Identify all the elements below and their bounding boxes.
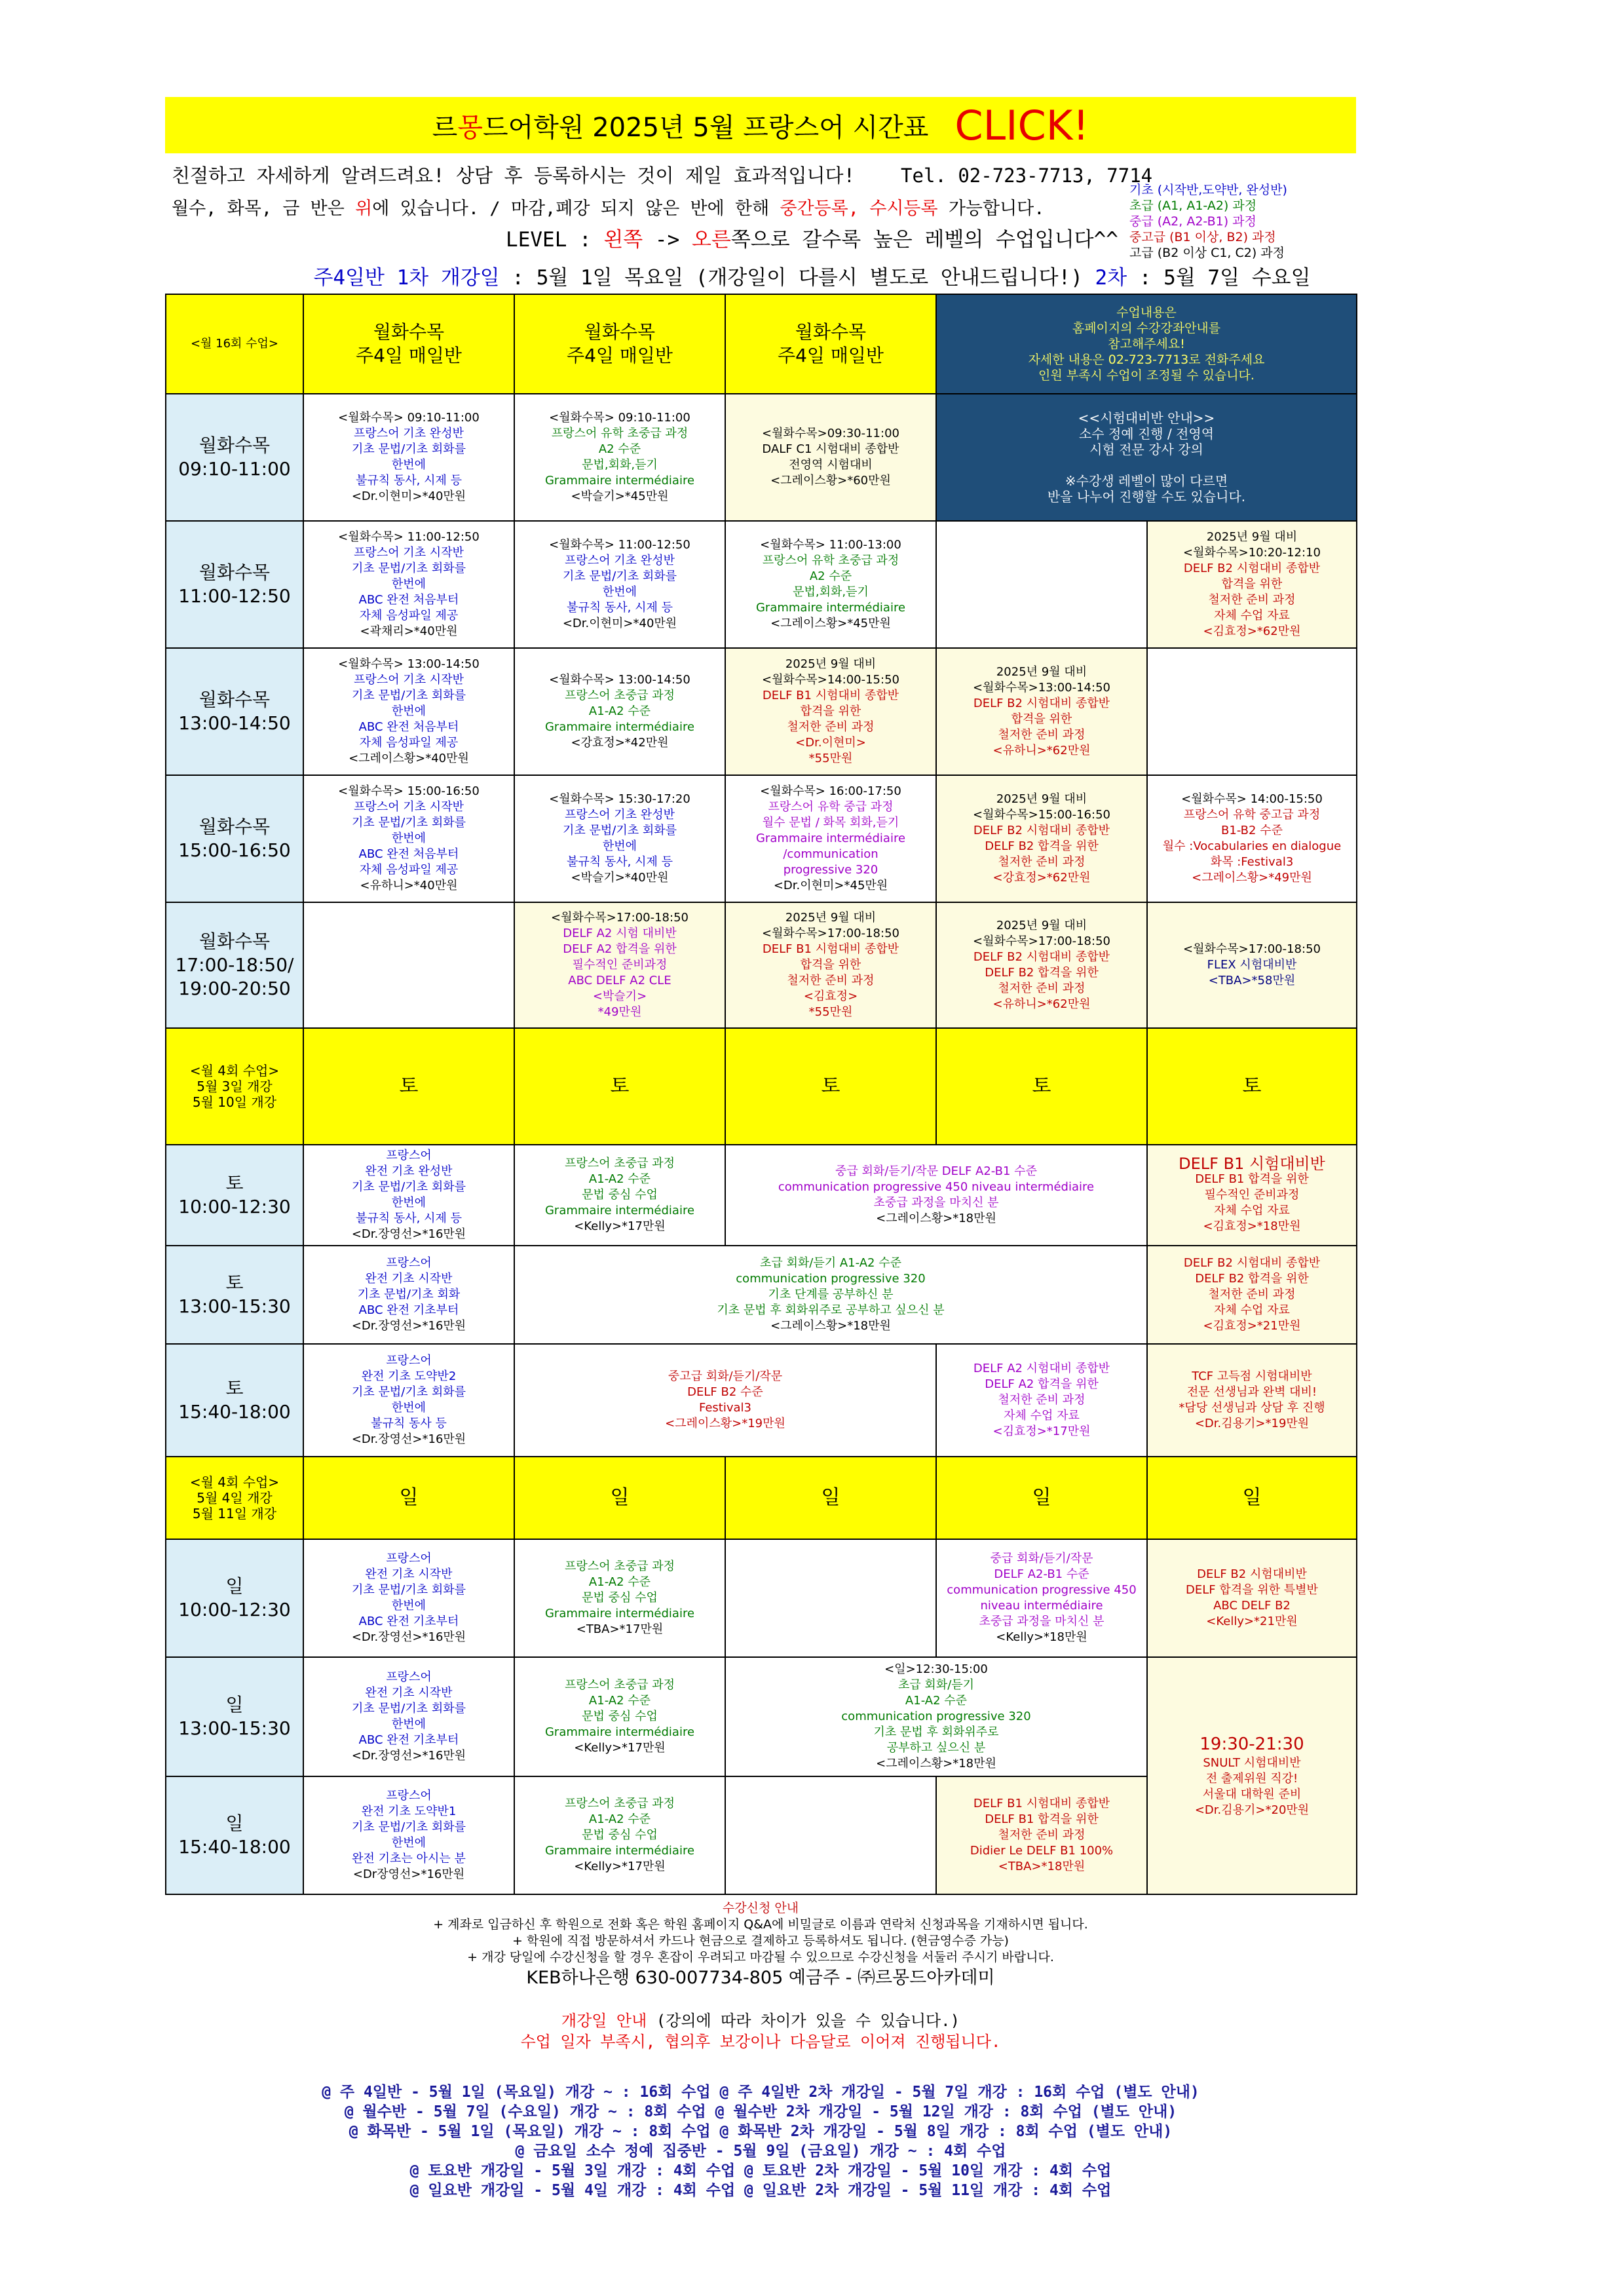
class-cell[interactable]: 중급 회화/듣기/작문 DELF A2-B1 수준 communication progressive 450 niveau intermédiaire 초중급 과정을 마치신 분 <Kelly>*18만원 [936,1539,1147,1657]
day-label: 토 [936,1028,1147,1145]
class-cell[interactable]: <월화수목> 11:00-12:50 프랑스어 기초 시작반 기초 문법/기초 회화를 한번에 ABC 완전 처음부터 자체 음성파일 제공 <곽채리>*40만원 [303,521,514,648]
class-cell[interactable]: 2025년 9월 대비 <월화수목>14:00-15:50 DELF B1 시험대비 종합반 합격을 위한 철저한 준비 과정 <Dr.이현미> *55만원 [725,648,936,775]
empty-cell [725,1776,936,1894]
day-label: 일 [1147,1457,1357,1539]
class-cell[interactable]: <월화수목> 11:00-13:00 프랑스어 유학 초중급 과정 A2 수준 문법,회화,듣기 Grammaire intermédiaire <그레이스황>*45만원 [725,521,936,648]
class-cell[interactable]: <월화수목> 09:10-11:00 프랑스어 유학 초중급 과정 A2 수준 문법,회화,듣기 Grammaire intermédiaire <박슬기>*45만원 [514,394,725,521]
opening-notice: 개강일 안내 (강의에 따라 차이가 있을 수 있습니다.) 수업 일자 부족시, 협의후 보강이나 다음달로 이어져 진행됩니다. [520,2012,1001,2051]
class-cell[interactable]: TCF 고득점 시험대비반 전문 선생님과 완벽 대비! *담당 선생님과 상담 후 진행 <Dr.김용기>*19만원 [1147,1344,1357,1457]
class-cell[interactable]: <월화수목>17:00-18:50 FLEX 시험대비반 <TBA>*58만원 [1147,902,1357,1028]
class-cell[interactable]: 프랑스어 완전 기초 도약반1 기초 문법/기초 회화를 한번에 완전 기초는 아시는 분 <Dr장영선>*16만원 [303,1776,514,1894]
bank-account: KEB하나은행 630-007734-805 예금주 - ㈜르몽드아카데미 [526,1968,995,1988]
schedule-line: @ 금요일 소수 정예 집중반 - 5월 9일 (금요일) 개강 ~ : 4회 수업 [515,2143,1006,2160]
time-cell: 월화수목 09:10-11:00 [166,394,303,521]
time-cell: 월화수목 11:00-12:50 [166,521,303,648]
class-cell[interactable]: <월화수목> 09:10-11:00 프랑스어 기초 완성반 기초 문법/기초 회화를 한번에 불규칙 동사, 시제 등 <Dr.이현미>*40만원 [303,394,514,521]
class-cell[interactable]: 프랑스어 초중급 과정 A1-A2 수준 문법 중심 수업 Grammaire intermédiaire <Kelly>*17만원 [514,1776,725,1894]
class-cell[interactable]: 2025년 9월 대비 <월화수목>17:00-18:50 DELF B2 시험대비 종합반 DELF B2 합격을 위한 철저한 준비 과정 <유하니>*62만원 [936,902,1147,1028]
class-cell[interactable]: DELF B1 시험대비반 DELF B1 합격을 위한 필수적인 준비과정 자체 수업 자료 <김효정>*18만원 [1147,1145,1357,1246]
class-cell[interactable]: 19:30-21:30 SNULT 시험대비반 전 출제위원 직강! 서울대 대학원 준비 <Dr.김용기>*20만원 [1147,1657,1357,1894]
class-cell[interactable]: 프랑스어 완전 기초 시작반 기초 문법/기초 회화를 한번에 ABC 완전 기초부터 <Dr.장영선>*16만원 [303,1539,514,1657]
timetable [165,294,1357,1895]
class-cell[interactable]: <월화수목> 13:00-14:50 프랑스어 기초 시작반 기초 문법/기초 회화를 한번에 ABC 완전 처음부터 자체 음성파일 제공 <그레이스황>*40만원 [303,648,514,775]
time-cell: 토 10:00-12:30 [166,1145,303,1246]
time-cell: 월화수목 17:00-18:50/ 19:00-20:50 [166,902,303,1028]
class-cell[interactable]: <일>12:30-15:00 초급 회화/듣기 A1-A2 수준 communication progressive 320 기초 문법 후 회화위주로 공부하고 싶으신 분 <그레이스황>*18만원 [725,1657,1147,1776]
class-cell[interactable]: 프랑스어 초중급 과정 A1-A2 수준 문법 중심 수업 Grammaire intermédiaire <TBA>*17만원 [514,1539,725,1657]
header-col: 월화수목 주4일 매일반 [303,294,514,394]
header-col: 월화수목 주4일 매일반 [725,294,936,394]
schedule-line: @ 일요반 개강일 - 5월 4일 개강 : 4회 수업 @ 일요반 2차 개강일 - 5월 11일 개강 : 4회 수업 [409,2182,1112,2199]
class-cell[interactable]: <월화수목> 15:30-17:20 프랑스어 기초 완성반 기초 문법/기초 회화를 한번에 불규칙 동사, 시제 등 <박슬기>*40만원 [514,775,725,902]
time-cell: 토 13:00-15:30 [166,1246,303,1344]
day-label: 일 [936,1457,1147,1539]
intro-line: 친절하고 자세하게 알려드려요! 상담 후 등록하시는 것이 제일 효과적입니다! Tel. 02-723-7713, 7714 [172,164,1153,187]
empty-cell [725,1539,936,1657]
class-cell[interactable]: 2025년 9월 대비 <월화수목>10:20-12:10 DELF B2 시험대비 종합반 합격을 위한 철저한 준비 과정 자체 수업 자료 <김효정>*62만원 [1147,521,1357,648]
class-cell[interactable]: 프랑스어 완전 기초 시작반 기초 문법/기초 회화를 한번에 ABC 완전 기초부터 <Dr.장영선>*16만원 [303,1657,514,1776]
class-cell[interactable]: 2025년 9월 대비 <월화수목>15:00-16:50 DELF B2 시험대비 종합반 DELF B2 합격을 위한 철저한 준비 과정 <강효정>*62만원 [936,775,1147,902]
empty-cell [1147,648,1357,775]
day-label: 토 [1147,1028,1357,1145]
day-label: 토 [303,1028,514,1145]
saturday-header: <월 4회 수업> 5월 3일 개강 5월 10일 개강 [166,1028,303,1145]
class-cell[interactable]: 프랑스어 초중급 과정 A1-A2 수준 문법 중심 수업 Grammaire intermédiaire <Kelly>*17만원 [514,1657,725,1776]
course-info-box: 수업내용은 홈페이지의 수강강좌안내를 참고해주세요! 자세한 내용은 02-723-7713로 전화주세요 인원 부족시 수업이 조정될 수 있습니다. [936,294,1357,394]
schedule-line: @ 주 4일반 - 5월 1일 (목요일) 개강 ~ : 16회 수업 @ 주 4일반 2차 개강일 - 5월 7일 개강 : 16회 수업 (별도 안내) [322,2084,1199,2101]
time-cell: 월화수목 15:00-16:50 [166,775,303,902]
class-cell[interactable]: <월화수목> 11:00-12:50 프랑스어 기초 완성반 기초 문법/기초 회화를 한번에 불규칙 동사, 시제 등 <Dr.이현미>*40만원 [514,521,725,648]
class-cell[interactable]: 2025년 9월 대비 <월화수목>13:00-14:50 DELF B2 시험대비 종합반 합격을 위한 철저한 준비 과정 <유하니>*62만원 [936,648,1147,775]
level-legend: 기초 (시작반,도약반, 완성반) 초급 (A1, A1-A2) 과정 중급 (A2, A2-B1) 과정 중고급 (B1 이상, B2) 과정 고급 (B2 이상 C1, C2) 과정 [1129,183,1287,260]
level-guide: LEVEL : 왼쪽 -> 오른쪽으로 갈수록 높은 레벨의 수업입니다^^ [506,228,1118,252]
schedule-line: @ 화목반 - 5월 1일 (목요일) 개강 ~ : 8회 수업 @ 화목반 2차 개강일 - 5월 8일 개강 : 8회 수업 (별도 안내) [349,2123,1173,2140]
class-cell[interactable]: 중고급 회화/듣기/작문 DELF B2 수준 Festival3 <그레이스황>*19만원 [514,1344,936,1457]
empty-cell [936,521,1147,648]
class-cell[interactable]: <월화수목>17:00-18:50 DELF A2 시험 대비반 DELF A2 합격을 위한 필수적인 준비과정 ABC DELF A2 CLE <박슬기> *49만원 [514,902,725,1028]
class-cell[interactable]: DELF B1 시험대비 종합반 DELF B1 합격을 위한 철저한 준비 과정 Didier Le DELF B1 100% <TBA>*18만원 [936,1776,1147,1894]
time-cell: 월화수목 13:00-14:50 [166,648,303,775]
day-label: 일 [514,1457,725,1539]
opening-schedule [165,2082,1356,2200]
opening-dates: 주4일반 1차 개강일 : 5월 1일 목요일 (개강일이 다를시 별도로 안내드립니다!) 2차 : 5월 7일 수요일 [313,266,1311,290]
click-link[interactable]: CLICK! [954,101,1089,149]
title-bar [165,97,1356,153]
empty-cell [303,902,514,1028]
class-cell[interactable]: DELF B2 시험대비반 DELF 합격을 위한 특별반 ABC DELF B2 <Kelly>*21만원 [1147,1539,1357,1657]
time-cell: 토 15:40-18:00 [166,1344,303,1457]
day-label: 일 [303,1457,514,1539]
phone-number: Tel. 02-723-7713, 7714 [901,164,1153,187]
class-cell[interactable]: 프랑스어 초중급 과정 A1-A2 수준 문법 중심 수업 Grammaire intermédiaire <Kelly>*17만원 [514,1145,725,1246]
time-cell: 일 15:40-18:00 [166,1776,303,1894]
header-corner: <월 16회 수업> [166,294,303,394]
day-label: 일 [725,1457,936,1539]
exam-info-box: <<시험대비반 안내>> 소수 정예 진행 / 전영역 시험 전문 강사 강의 ※수강생 레벨이 많이 다르면 반을 나누어 진행할 수도 있습니다. [936,394,1357,521]
class-cell[interactable]: DELF B2 시험대비 종합반 DELF B2 합격을 위한 철저한 준비 과정 자체 수업 자료 <김효정>*21만원 [1147,1246,1357,1344]
class-cell[interactable]: 2025년 9월 대비 <월화수목>17:00-18:50 DELF B1 시험대비 종합반 합격을 위한 철저한 준비 과정 <김효정> *55만원 [725,902,936,1028]
class-cell[interactable]: <월화수목> 15:00-16:50 프랑스어 기초 시작반 기초 문법/기초 회화를 한번에 ABC 완전 처음부터 자체 음성파일 제공 <유하니>*40만원 [303,775,514,902]
time-cell: 일 13:00-15:30 [166,1657,303,1776]
class-cell[interactable]: 중급 회화/듣기/작문 DELF A2-B1 수준 communication progressive 450 niveau intermédiaire 초중급 과정을 마치신 분 <그레이스황>*18만원 [725,1145,1147,1246]
page-title: 르몽드어학원 2025년 5월 프랑스어 시간표 [432,112,929,143]
schedule-line: @ 월수반 - 5월 7일 (수요일) 개강 ~ : 8회 수업 @ 월수반 2차 개강일 - 5월 12일 개강 : 8회 수업 (별도 안내) [344,2103,1177,2120]
class-cell[interactable]: <월화수목>09:30-11:00 DALF C1 시험대비 종합반 전영역 시험대비 <그레이스황>*60만원 [725,394,936,521]
notice-title: 수강신청 안내 [722,1901,799,1915]
class-cell[interactable]: 프랑스어 완전 기초 시작반 기초 문법/기초 회화 ABC 완전 기초부터 <Dr.장영선>*16만원 [303,1246,514,1344]
time-cell: 일 10:00-12:30 [166,1539,303,1657]
class-cell[interactable]: DELF A2 시험대비 종합반 DELF A2 합격을 위한 철저한 준비 과정 자체 수업 자료 <김효정>*17만원 [936,1344,1147,1457]
registration-notice: 수강신청 안내 + 계좌로 입금하신 후 학원으로 전화 혹은 학원 홈페이지 Q&A에 비밀글로 이름과 연락처 신청과목을 기재하시면 됩니다. + 학원에 직접 방문하셔서 카드나 현금으로 결제하고 등록하셔도 됩니다. (현금영수증 가능) + 개강 당일에 수강신청을 할 경우 혼잡이 우려되고 마감될 수 있으므로 수강신청을 서둘러 주시기 바랍니다. KEB하나은행 630-007734-805 예금주 - ㈜르몽드아카데미 [165,1900,1356,1991]
class-cell[interactable]: <월화수목> 13:00-14:50 프랑스어 초중급 과정 A1-A2 수준 Grammaire intermédiaire <강효정>*42만원 [514,648,725,775]
intro-note: 월수, 화목, 금 반은 위에 있습니다. / 마감,폐강 되지 않은 반에 한해 중간등록, 수시등록 가능합니다. [172,199,1045,219]
class-cell[interactable]: 프랑스어 완전 기초 도약반2 기초 문법/기초 회화를 한번에 불규칙 동사 등 <Dr.장영선>*16만원 [303,1344,514,1457]
schedule-line: @ 토요반 개강일 - 5월 3일 개강 : 4회 수업 @ 토요반 2차 개강일 - 5월 10일 개강 : 4회 수업 [409,2162,1112,2179]
day-label: 토 [725,1028,936,1145]
sunday-header: <월 4회 수업> 5월 4일 개강 5월 11일 개강 [166,1457,303,1539]
day-label: 토 [514,1028,725,1145]
class-cell[interactable]: 프랑스어 완전 기초 완성반 기초 문법/기초 회화를 한번에 불규칙 동사, 시제 등 <Dr.장영선>*16만원 [303,1145,514,1246]
header-col: 월화수목 주4일 매일반 [514,294,725,394]
class-cell[interactable]: <월화수목> 14:00-15:50 프랑스어 유학 중고급 과정 B1-B2 수준 월수 :Vocabularies en dialogue 화목 :Festival3 <그레이스황>*49만원 [1147,775,1357,902]
class-cell[interactable]: 초급 회화/듣기 A1-A2 수준 communication progressive 320 기초 단계를 공부하신 분 기초 문법 후 회화위주로 공부하고 싶으신 분 <그레이스황>*18만원 [514,1246,1147,1344]
class-cell[interactable]: <월화수목> 16:00-17:50 프랑스어 유학 중급 과정 월수 문법 / 화목 회화,듣기 Grammaire intermédiaire /communication progressive 320 <Dr.이현미>*45만원 [725,775,936,902]
